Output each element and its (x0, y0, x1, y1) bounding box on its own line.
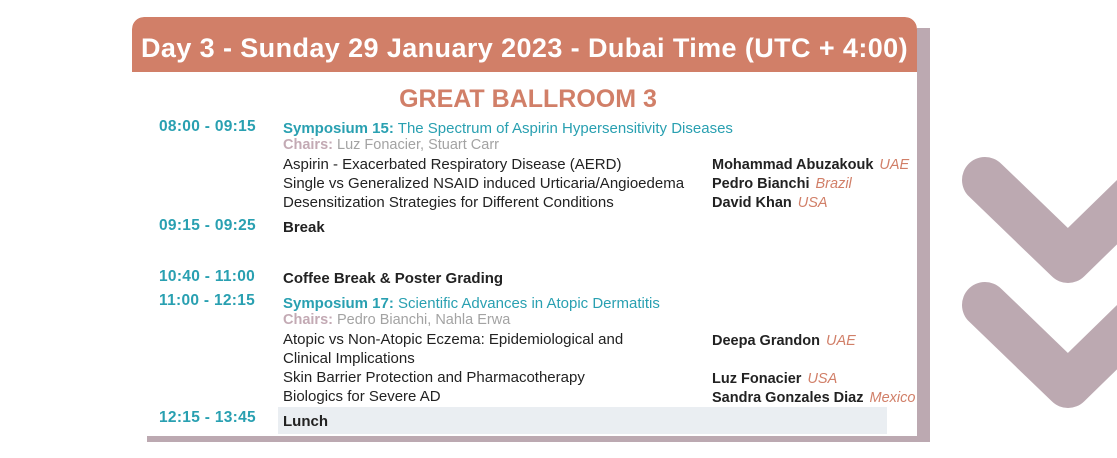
break-title: Break (283, 219, 325, 236)
double-chevron-down-icon (940, 120, 1117, 458)
speaker-country: UAE (825, 333, 856, 349)
chairs-label: Chairs: (283, 312, 333, 328)
coffee-break-title: Coffee Break & Poster Grading (283, 270, 504, 287)
speaker-name: Luz Fonacier (712, 371, 802, 387)
speaker (712, 195, 828, 211)
session-time: 11:00 - 12:15 (159, 292, 256, 309)
symposium-label: Symposium 17: (283, 295, 394, 312)
session-time: 10:40 - 11:00 (159, 268, 256, 285)
talk-title: Biologics for Severe AD (283, 388, 441, 405)
speaker (712, 390, 915, 406)
speaker-country: USA (807, 371, 838, 387)
chairs-label: Chairs: (283, 137, 333, 153)
symposium-label: Symposium 15: (283, 120, 394, 137)
speaker (712, 157, 909, 173)
speaker-name: David Khan (712, 195, 792, 211)
symposium-name: Scientific Advances in Atopic Dermatitis (398, 295, 660, 312)
chairs-names: Luz Fonacier, Stuart Carr (337, 137, 499, 153)
speaker-country: Mexico (869, 390, 916, 406)
talk-title: Atopic vs Non-Atopic Eczema: Epidemiological and (283, 331, 624, 348)
talk-title: Aspirin - Exacerbated Respiratory Disease (AERD) (283, 156, 622, 173)
talk-title: Desensitization Strategies for Different Conditions (283, 194, 614, 211)
venue-title: GREAT BALLROOM 3 (399, 85, 657, 113)
session-time: 09:15 - 09:25 (159, 217, 256, 234)
symposium-name: The Spectrum of Aspirin Hypersensitivity Diseases (397, 120, 733, 137)
speaker-name: Pedro Bianchi (712, 176, 810, 192)
speaker-country: Brazil (815, 176, 852, 192)
talk-title: Single vs Generalized NSAID induced Urticaria/Angioedema (283, 175, 685, 192)
symposium-title (283, 295, 660, 312)
lunch-row-highlight (278, 407, 887, 434)
speaker-country: USA (797, 195, 828, 211)
day-title: Day 3 - Sunday 29 January 2023 - Dubai Time (UTC + 4:00) (141, 33, 908, 63)
schedule-card (132, 17, 917, 436)
speaker (712, 371, 837, 387)
speaker-name: Mohammad Abuzakouk (712, 157, 874, 173)
session-time: 12:15 - 13:45 (159, 409, 256, 426)
chairs-names: Pedro Bianchi, Nahla Erwa (337, 312, 511, 328)
chairs-line (283, 312, 510, 328)
speaker-name: Deepa Grandon (712, 333, 820, 349)
speaker-country: UAE (879, 157, 910, 173)
talk-title: Skin Barrier Protection and Pharmacotherapy (283, 369, 585, 386)
lunch-title: Lunch (283, 413, 328, 430)
symposium-title (283, 120, 733, 137)
day-header (132, 17, 917, 72)
speaker (712, 333, 856, 349)
session-time: 08:00 - 09:15 (159, 118, 256, 135)
speaker-name: Sandra Gonzales Diaz (712, 390, 864, 406)
chairs-line (283, 137, 499, 153)
talk-title-continued: Clinical Implications (283, 350, 415, 367)
speaker (712, 176, 852, 192)
